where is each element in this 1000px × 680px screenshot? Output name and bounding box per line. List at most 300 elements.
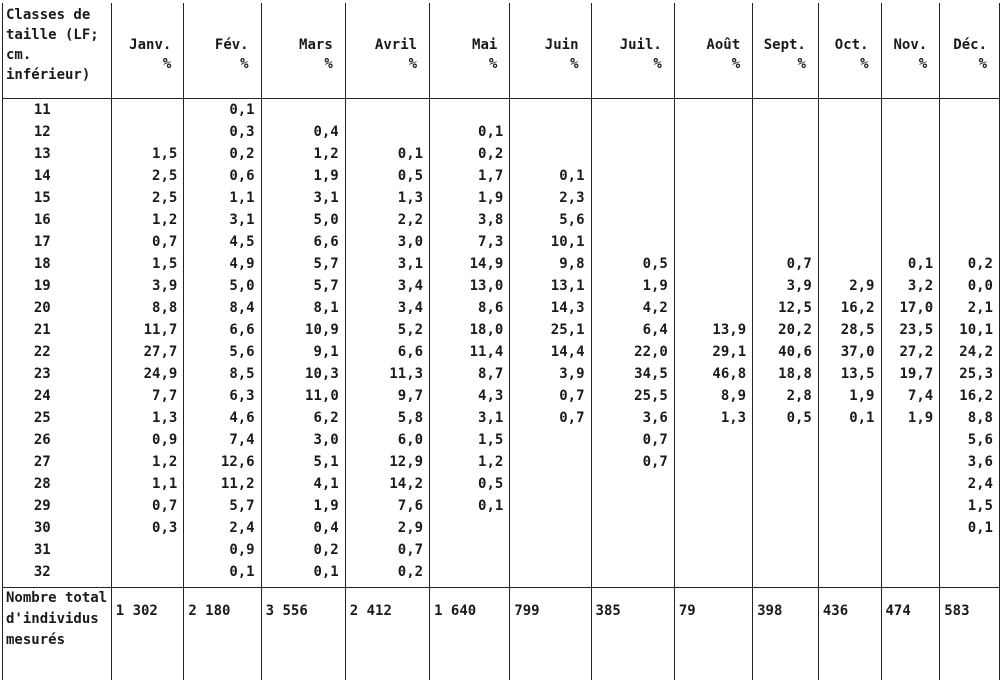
table-row [3,429,1000,451]
percent-cell: 8,4 [184,297,261,319]
percent-cell [674,209,752,231]
percent-cell [818,473,881,495]
percent-cell: 3,4 [345,297,429,319]
table-row [3,143,1000,165]
percent-cell: 0,0 [940,275,1000,297]
percent-cell: 1,2 [111,451,184,473]
month-label: Août [675,3,752,55]
month-label: Avril [346,3,429,55]
percent-cell [881,473,940,495]
percent-cell: 8,7 [430,363,510,385]
percent-cell: 0,5 [345,165,429,187]
percent-cell [430,99,510,122]
header-month [261,3,345,99]
percent-cell: 2,9 [818,275,881,297]
total-cell: 3 556 [261,588,345,680]
table-row [3,363,1000,385]
percent-cell: 27,2 [881,341,940,363]
header-month [430,3,510,99]
percent-cell: 13,5 [818,363,881,385]
table-row [3,473,1000,495]
percent-cell [674,187,752,209]
percent-cell: 0,2 [261,539,345,561]
percent-cell: 3,1 [345,253,429,275]
percent-cell: 2,3 [510,187,591,209]
percent-cell [510,143,591,165]
percent-cell [510,99,591,122]
percent-cell: 8,9 [674,385,752,407]
percent-cell: 3,0 [261,429,345,451]
header-month [940,3,1000,99]
total-cell: 398 [753,588,819,680]
percent-cell [430,517,510,539]
percent-cell: 3,1 [430,407,510,429]
percent-cell: 1,5 [940,495,1000,517]
percent-cell: 3,1 [184,209,261,231]
percent-cell: 12,5 [753,297,819,319]
percent-cell: 46,8 [674,363,752,385]
table-row [3,231,1000,253]
percent-cell [591,495,674,517]
percent-cell [510,121,591,143]
percent-cell: 3,8 [430,209,510,231]
percent-cell: 19,7 [881,363,940,385]
percent-cell: 1,2 [111,209,184,231]
percent-cell: 0,3 [111,517,184,539]
percent-cell [753,429,819,451]
percent-cell [591,539,674,561]
percent-unit: % [112,55,184,73]
percent-cell [591,121,674,143]
percent-cell [510,473,591,495]
percent-cell: 2,1 [940,297,1000,319]
percent-unit: % [430,55,509,73]
percent-cell [674,253,752,275]
percent-unit: % [592,55,674,73]
header-month [345,3,429,99]
percent-cell: 6,6 [345,341,429,363]
percent-cell [940,539,1000,561]
percent-cell: 1,9 [818,385,881,407]
percent-cell: 25,1 [510,319,591,341]
percent-cell: 0,9 [184,539,261,561]
percent-cell: 6,4 [591,319,674,341]
percent-cell: 24,2 [940,341,1000,363]
percent-cell [510,517,591,539]
size-class-cell: 29 [3,495,112,517]
percent-cell: 5,6 [184,341,261,363]
percent-cell [818,451,881,473]
total-cell: 583 [940,588,1000,680]
size-distribution-table [2,3,1000,680]
size-class-cell: 21 [3,319,112,341]
total-cell: 2 412 [345,588,429,680]
percent-cell [430,539,510,561]
total-cell: 2 180 [184,588,261,680]
percent-cell: 3,4 [345,275,429,297]
percent-cell [591,143,674,165]
size-class-cell: 32 [3,561,112,588]
percent-cell: 11,7 [111,319,184,341]
percent-cell: 0,1 [510,165,591,187]
table-row [3,99,1000,122]
percent-cell: 3,6 [940,451,1000,473]
percent-cell: 0,4 [261,121,345,143]
table-row [3,297,1000,319]
percent-cell: 6,6 [184,319,261,341]
percent-cell: 0,6 [184,165,261,187]
percent-unit: % [819,55,881,73]
percent-cell [881,561,940,588]
percent-cell: 16,2 [940,385,1000,407]
percent-cell [940,99,1000,122]
percent-cell: 0,1 [184,561,261,588]
size-class-cell: 25 [3,407,112,429]
percent-cell: 0,1 [184,99,261,122]
percent-cell: 6,3 [184,385,261,407]
percent-cell [818,231,881,253]
percent-cell: 0,1 [940,517,1000,539]
percent-cell: 2,8 [753,385,819,407]
table-row [3,275,1000,297]
percent-cell: 16,2 [818,297,881,319]
percent-cell: 10,9 [261,319,345,341]
percent-cell: 3,9 [111,275,184,297]
percent-cell: 3,9 [753,275,819,297]
percent-cell: 3,1 [261,187,345,209]
size-class-cell: 28 [3,473,112,495]
header-month [510,3,591,99]
percent-cell: 3,9 [510,363,591,385]
month-label: Déc. [940,3,999,55]
percent-cell: 8,1 [261,297,345,319]
percent-cell [510,451,591,473]
percent-cell [818,495,881,517]
percent-cell [753,187,819,209]
percent-cell: 8,6 [430,297,510,319]
percent-cell: 4,1 [261,473,345,495]
percent-cell: 3,0 [345,231,429,253]
percent-cell: 5,2 [345,319,429,341]
total-cell: 79 [674,588,752,680]
header-month [184,3,261,99]
percent-cell [591,561,674,588]
percent-cell: 22,0 [591,341,674,363]
total-cell: 1 640 [430,588,510,680]
percent-cell [881,209,940,231]
percent-cell: 1,7 [430,165,510,187]
percent-cell: 18,0 [430,319,510,341]
percent-cell: 29,1 [674,341,752,363]
table-row [3,517,1000,539]
percent-cell: 11,3 [345,363,429,385]
percent-cell: 5,7 [261,275,345,297]
percent-cell [753,539,819,561]
percent-cell: 1,9 [591,275,674,297]
percent-unit: % [753,55,818,73]
percent-cell: 0,5 [591,253,674,275]
percent-cell [753,143,819,165]
percent-unit: % [262,55,345,73]
table-row [3,253,1000,275]
percent-cell [881,187,940,209]
size-class-cell: 15 [3,187,112,209]
total-label: Nombre total d'individus mesurés [3,588,112,680]
percent-cell [818,165,881,187]
percent-cell: 5,8 [345,407,429,429]
percent-cell: 0,3 [184,121,261,143]
percent-cell [818,517,881,539]
total-cell: 385 [591,588,674,680]
percent-unit: % [940,55,999,73]
size-class-cell: 27 [3,451,112,473]
size-class-cell: 13 [3,143,112,165]
percent-cell [881,429,940,451]
percent-unit: % [675,55,752,73]
table-row [3,341,1000,363]
percent-cell [753,121,819,143]
percent-cell [881,143,940,165]
percent-cell: 0,5 [753,407,819,429]
percent-cell: 7,3 [430,231,510,253]
percent-cell: 2,9 [345,517,429,539]
percent-cell: 5,7 [184,495,261,517]
percent-cell: 0,1 [345,143,429,165]
percent-cell [940,165,1000,187]
size-class-cell: 18 [3,253,112,275]
percent-cell [881,99,940,122]
percent-cell: 0,2 [345,561,429,588]
percent-cell: 37,0 [818,341,881,363]
size-class-cell: 12 [3,121,112,143]
percent-cell: 0,7 [510,385,591,407]
percent-cell [753,99,819,122]
percent-cell: 18,8 [753,363,819,385]
percent-cell [591,165,674,187]
percent-cell: 14,9 [430,253,510,275]
percent-cell: 2,5 [111,165,184,187]
table-row [3,385,1000,407]
percent-cell: 0,2 [940,253,1000,275]
percent-cell: 1,3 [111,407,184,429]
percent-cell [818,253,881,275]
percent-cell: 1,9 [261,495,345,517]
percent-cell: 24,9 [111,363,184,385]
percent-cell: 11,4 [430,341,510,363]
percent-cell: 5,6 [940,429,1000,451]
percent-cell: 2,5 [111,187,184,209]
percent-cell [674,143,752,165]
percent-cell: 1,2 [261,143,345,165]
month-label: Juin [510,3,590,55]
percent-cell [674,121,752,143]
month-label: Mars [262,3,345,55]
percent-cell [818,539,881,561]
percent-cell: 4,6 [184,407,261,429]
percent-cell: 5,6 [510,209,591,231]
percent-cell: 8,8 [111,297,184,319]
percent-cell: 20,2 [753,319,819,341]
percent-cell [111,99,184,122]
percent-cell [591,209,674,231]
month-label: Janv. [112,3,184,55]
percent-cell [111,539,184,561]
percent-cell [881,517,940,539]
percent-cell [345,121,429,143]
percent-cell [591,187,674,209]
percent-cell [753,473,819,495]
header-size-class: Classes de taille (LF; cm. inférieur) [3,3,112,99]
percent-cell: 1,9 [881,407,940,429]
percent-cell: 1,9 [430,187,510,209]
percent-cell: 1,3 [674,407,752,429]
total-row [3,588,1000,680]
percent-cell [674,561,752,588]
percent-cell: 0,1 [818,407,881,429]
percent-cell: 0,1 [881,253,940,275]
percent-cell [940,561,1000,588]
percent-cell [818,187,881,209]
percent-cell [111,561,184,588]
table-row [3,407,1000,429]
percent-cell: 4,5 [184,231,261,253]
percent-cell [674,99,752,122]
header-month [881,3,940,99]
percent-cell [111,121,184,143]
percent-cell [753,495,819,517]
percent-cell: 1,5 [111,143,184,165]
percent-cell: 9,1 [261,341,345,363]
percent-cell: 0,5 [430,473,510,495]
percent-cell [674,473,752,495]
percent-cell: 2,2 [345,209,429,231]
percent-cell [674,451,752,473]
table-row [3,451,1000,473]
percent-cell: 0,7 [111,231,184,253]
percent-cell [818,99,881,122]
percent-cell [674,539,752,561]
percent-cell: 23,5 [881,319,940,341]
percent-cell: 0,1 [261,561,345,588]
percent-cell [510,495,591,517]
percent-cell: 0,7 [111,495,184,517]
percent-cell: 10,3 [261,363,345,385]
percent-cell: 13,0 [430,275,510,297]
percent-cell: 6,2 [261,407,345,429]
percent-cell: 9,8 [510,253,591,275]
header-month [111,3,184,99]
percent-cell [674,517,752,539]
percent-cell: 0,4 [261,517,345,539]
percent-cell: 0,7 [345,539,429,561]
percent-cell [674,231,752,253]
month-label: Oct. [819,3,881,55]
table-row [3,187,1000,209]
total-cell: 1 302 [111,588,184,680]
percent-unit: % [882,55,940,73]
percent-cell [674,297,752,319]
month-label: Nov. [882,3,940,55]
percent-cell: 13,9 [674,319,752,341]
size-class-cell: 22 [3,341,112,363]
percent-cell: 0,2 [430,143,510,165]
total-cell: 799 [510,588,591,680]
header-month [753,3,819,99]
percent-unit: % [184,55,260,73]
percent-cell [753,451,819,473]
percent-cell [674,495,752,517]
percent-unit: % [346,55,429,73]
percent-cell [591,517,674,539]
size-class-cell: 19 [3,275,112,297]
percent-cell: 17,0 [881,297,940,319]
percent-cell: 0,7 [591,451,674,473]
percent-cell [818,143,881,165]
percent-cell [818,121,881,143]
percent-cell: 7,6 [345,495,429,517]
percent-cell: 25,5 [591,385,674,407]
percent-cell: 14,3 [510,297,591,319]
percent-cell [430,561,510,588]
percent-cell [940,187,1000,209]
header-month [591,3,674,99]
size-class-cell: 26 [3,429,112,451]
percent-cell: 5,1 [261,451,345,473]
percent-cell [674,429,752,451]
percent-cell: 7,4 [881,385,940,407]
percent-cell [674,275,752,297]
percent-cell: 0,7 [510,407,591,429]
percent-cell: 1,2 [430,451,510,473]
percent-cell: 1,5 [111,253,184,275]
percent-cell: 9,7 [345,385,429,407]
percent-cell [753,517,819,539]
table-row [3,495,1000,517]
size-class-cell: 30 [3,517,112,539]
size-class-cell: 20 [3,297,112,319]
size-class-cell: 11 [3,99,112,122]
size-class-cell: 31 [3,539,112,561]
percent-cell: 1,9 [261,165,345,187]
percent-cell: 2,4 [940,473,1000,495]
percent-cell: 5,7 [261,253,345,275]
percent-cell [753,209,819,231]
percent-cell: 6,0 [345,429,429,451]
size-class-cell: 24 [3,385,112,407]
header-month [674,3,752,99]
percent-cell: 11,0 [261,385,345,407]
percent-cell [881,121,940,143]
percent-unit: % [510,55,590,73]
size-class-cell: 14 [3,165,112,187]
percent-cell [940,143,1000,165]
total-cell: 474 [881,588,940,680]
percent-cell [881,539,940,561]
percent-cell: 0,7 [753,253,819,275]
size-class-cell: 23 [3,363,112,385]
percent-cell: 10,1 [510,231,591,253]
percent-cell: 3,6 [591,407,674,429]
percent-cell: 4,2 [591,297,674,319]
percent-cell [940,121,1000,143]
percent-cell: 13,1 [510,275,591,297]
percent-cell: 3,2 [881,275,940,297]
percent-cell [818,561,881,588]
percent-cell: 0,2 [184,143,261,165]
percent-cell [345,99,429,122]
percent-cell [591,231,674,253]
percent-cell: 4,9 [184,253,261,275]
